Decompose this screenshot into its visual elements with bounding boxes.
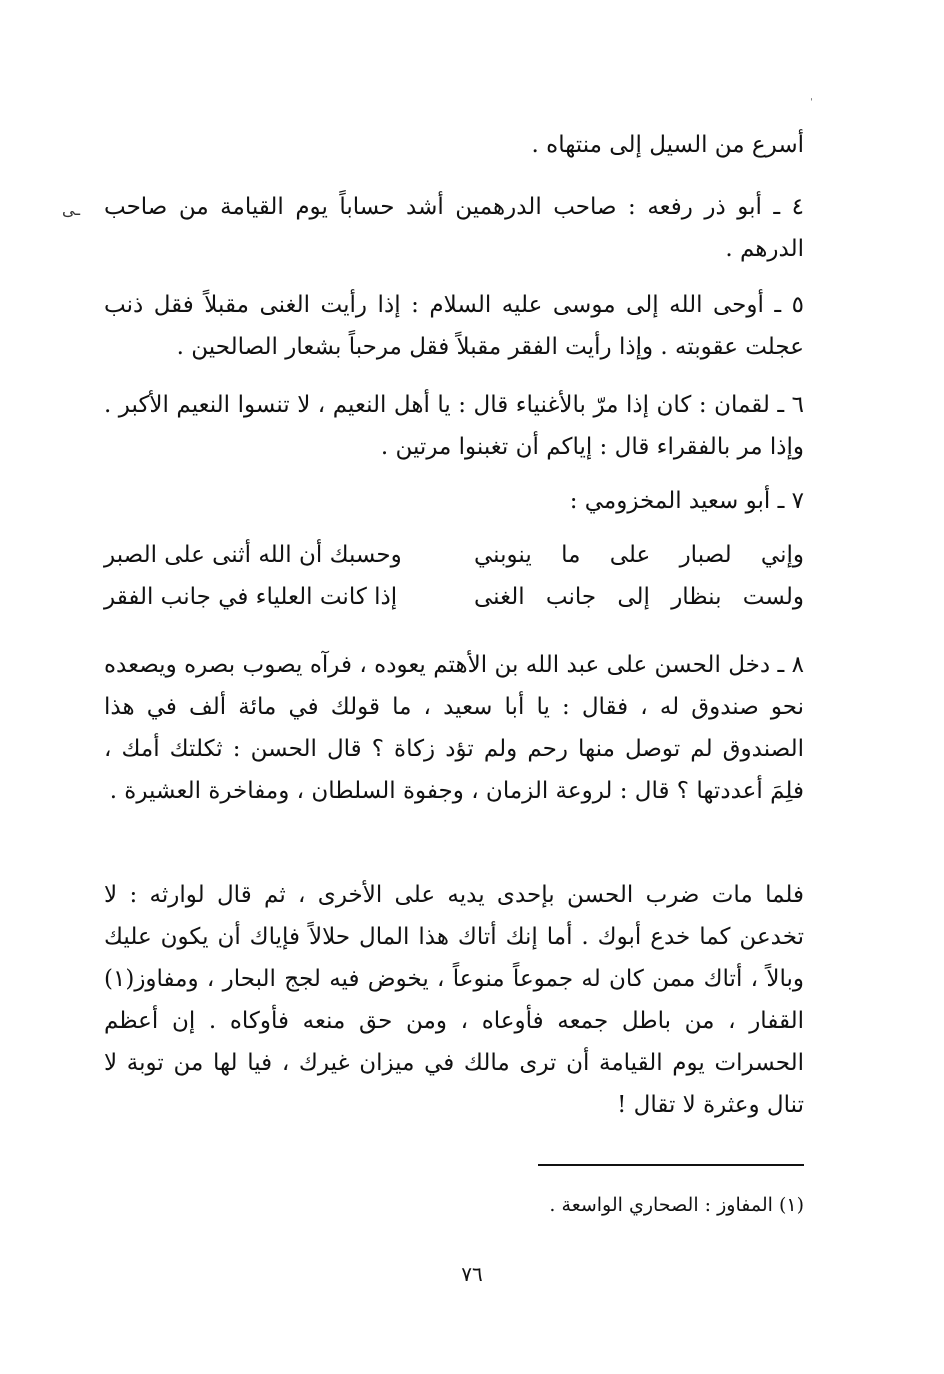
verse-second-hemistich: وحسبك أن الله أثنى على الصبر bbox=[104, 542, 402, 568]
verse-first-hemistich: وإني لصبار على ما ينوبني bbox=[474, 542, 804, 568]
paragraph-4: ٤ ـ أبو ذر رفعه : صاحب الدرهمين أشد حساباً يوم القيامة من صاحب الدرهم . bbox=[104, 194, 804, 262]
print-speck: ˈ bbox=[810, 98, 813, 109]
paragraph-7-heading: ٧ ـ أبو سعيد المخزومي : bbox=[569, 488, 804, 514]
paragraph-continuation: أسرع من السيل إلى منتهاه . bbox=[531, 132, 804, 158]
paragraph-5: ٥ ـ أوحى الله إلى موسى عليه السلام : إذا رأيت الغنى مقبلاً فقل ذنب عجلت عقوبته . وإذا رأيت الفقر مقبلاً فقل مرحباً بشعار الصالحين . bbox=[104, 292, 804, 360]
paragraph-9: فلما مات ضرب الحسن بإحدى يديه على الأخرى ، ثم قال لوارثه : لا تخدعن كما خدع أبوك . أما إنك أتاك هذا المال حلالاً فإياك أن يكون عليك وبالاً ، أتاك ممن كان له جموعاً منوعاً ، يخوض فيه لجج البحار ، ومفاوز(١) القفار ، من باطل جمعه فأوعاه ، ومن حق منعه فأوكاه . إن أعظم الحسرات يوم القيامة أن ترى مالك في ميزان غيرك ، فيا لها من توبة لا تنال وعثرة لا تقال ! bbox=[104, 882, 804, 1118]
paragraph-8: ٨ ـ دخل الحسن على عبد الله بن الأهتم يعوده ، فرآه يصوب بصره ويصعده نحو صندوق له ، فقال : يا أبا سعيد ، ما قولك في مائة ألف في هذا الصندوق لم توصل منها رحم ولم تؤد زكاة ؟ قال الحسن : ثكلتك أمك ، فلِمَ أعددتها ؟ قال : لروعة الزمان ، وجفوة السلطان ، ومفاخرة العشيرة . bbox=[104, 652, 804, 804]
footnote: (١) المفاوز : الصحاري الواسعة . bbox=[549, 1194, 804, 1216]
verse-first-hemistich: ولست بنظار إلى جانب الغنى bbox=[474, 584, 804, 610]
paragraph-6: ٦ ـ لقمان : كان إذا مرّ بالأغنياء قال : يا أهل النعيم ، لا تنسوا النعيم الأكبر . وإذا مر بالفقراء قال : إياكم أن تغبنوا مرتين . bbox=[104, 392, 804, 460]
verse-second-hemistich: إذا كانت العلياء في جانب الفقر bbox=[104, 584, 398, 610]
footnote-divider bbox=[538, 1164, 804, 1166]
page-number: ٧٦ bbox=[461, 1262, 483, 1286]
verse-line bbox=[104, 576, 804, 618]
verse-line bbox=[104, 534, 804, 576]
margin-mark: ـى bbox=[62, 200, 81, 219]
